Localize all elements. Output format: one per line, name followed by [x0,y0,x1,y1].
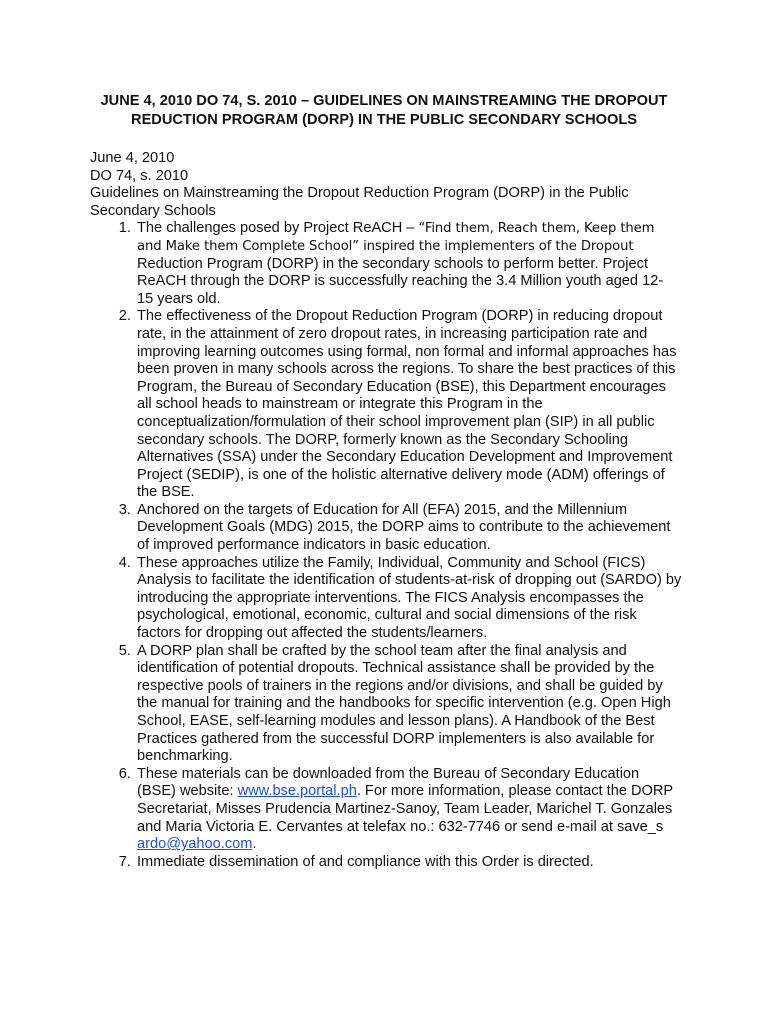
bse-website-link[interactable]: www.bse.portal.ph [237,783,357,800]
item-6-text-a: These materials can be downloaded from the Bureau of Secondary Education (BSE) website: [137,765,640,800]
order-item-4: 4. These approaches utilize the Family, Individual, Community and School (FICS) Analysis to facilitate the identification of students-at-risk of dropping out (SARDO) by introducing the appropriate interventions. The FICS Analysis encompasses the psychological, emotional, economic, cultural and social dimensions of the risk factors for dropping out affected the students/learners. [135,555,682,643]
item-1-text-c: Reduction Program (DORP) in the secondary schools to perform better. Project ReACH through the DORP is successfully reaching the 3.4 Million youth aged 12- 15 years old. [137,255,664,307]
email-link[interactable]: ardo@yahoo.com [137,836,253,853]
item-6-text-b: . For more information, please contact the DORP Secretariat, Misses Prudencia Martinez-Sanoy, Team Leader, Marichel T. Gonzales and Maria Victoria E. Cervantes at telefax no.: 632-7746 or send e-mail at save_s [137,783,673,835]
order-number: DO 74, s. 2010 [90,167,189,184]
order-item-5: 5. A DORP plan shall be crafted by the school team after the final analysis and identification of potential dropouts. Technical assistance shall be provided by the respective pools of trainers in the regions and/or divisions, and shall be guided by the manual for training and the handbooks for specific intervention (e.g. Open High School, EASE, self-learning modules and lesson plans). A Handbook of the Best Practices gathered from the successful DORP implementers is also available for benchmarking. [135,643,682,766]
document-title [90,92,682,130]
item-6-text-c: . [252,836,257,853]
order-item-6 [135,766,682,854]
order-items-list [90,220,682,871]
title-line-1: JUNE 4, 2010 DO 74, S. 2010 – GUIDELINES ON MAINSTREAMING THE DROPOUT [100,93,668,109]
document-header [90,150,682,220]
order-subject: Guidelines on Mainstreaming the Dropout Reduction Program (DORP) in the Public Secondary Schools [90,185,629,219]
order-item-1 [135,220,682,308]
order-item-2: 2. The effectiveness of the Dropout Reduction Program (DORP) in reducing dropout rate, in the attainment of zero dropout rates, in increasing participation rate and improving learning outcomes using formal, non formal and informal approaches has been proven in many schools across the regions. To share the best practices of this Program, the Bureau of Secondary Education (BSE), this Department encourages all school heads to mainstream or integrate this Program in the conceptualization/formulation of their school improvement plan (SIP) in all public secondary schools. The DORP, formerly known as the Secondary Schooling Alternatives (SSA) under the Secondary Education Development and Improvement Project (SEDIP), is one of the holistic alternative delivery mode (ADM) offerings of the BSE. [135,308,682,502]
title-line-2: REDUCTION PROGRAM (DORP) IN THE PUBLIC SECONDARY SCHOOLS [131,112,637,128]
order-item-3: 3. Anchored on the targets of Education for All (EFA) 2015, and the Millennium Development Goals (MDG) 2015, the DORP aims to contribute to the achievement of improved performance indicators in basic education. [135,502,682,555]
item-1-text-a: The challenges posed by Project ReACH – [137,220,419,237]
order-item-7: 7. Immediate dissemination of and compliance with this Order is directed. [135,854,682,872]
order-date: June 4, 2010 [90,150,175,166]
item-1-quote: “Find them, Reach them, Keep them and Make them Complete School” inspired the implementers of the Dropout [137,221,655,254]
